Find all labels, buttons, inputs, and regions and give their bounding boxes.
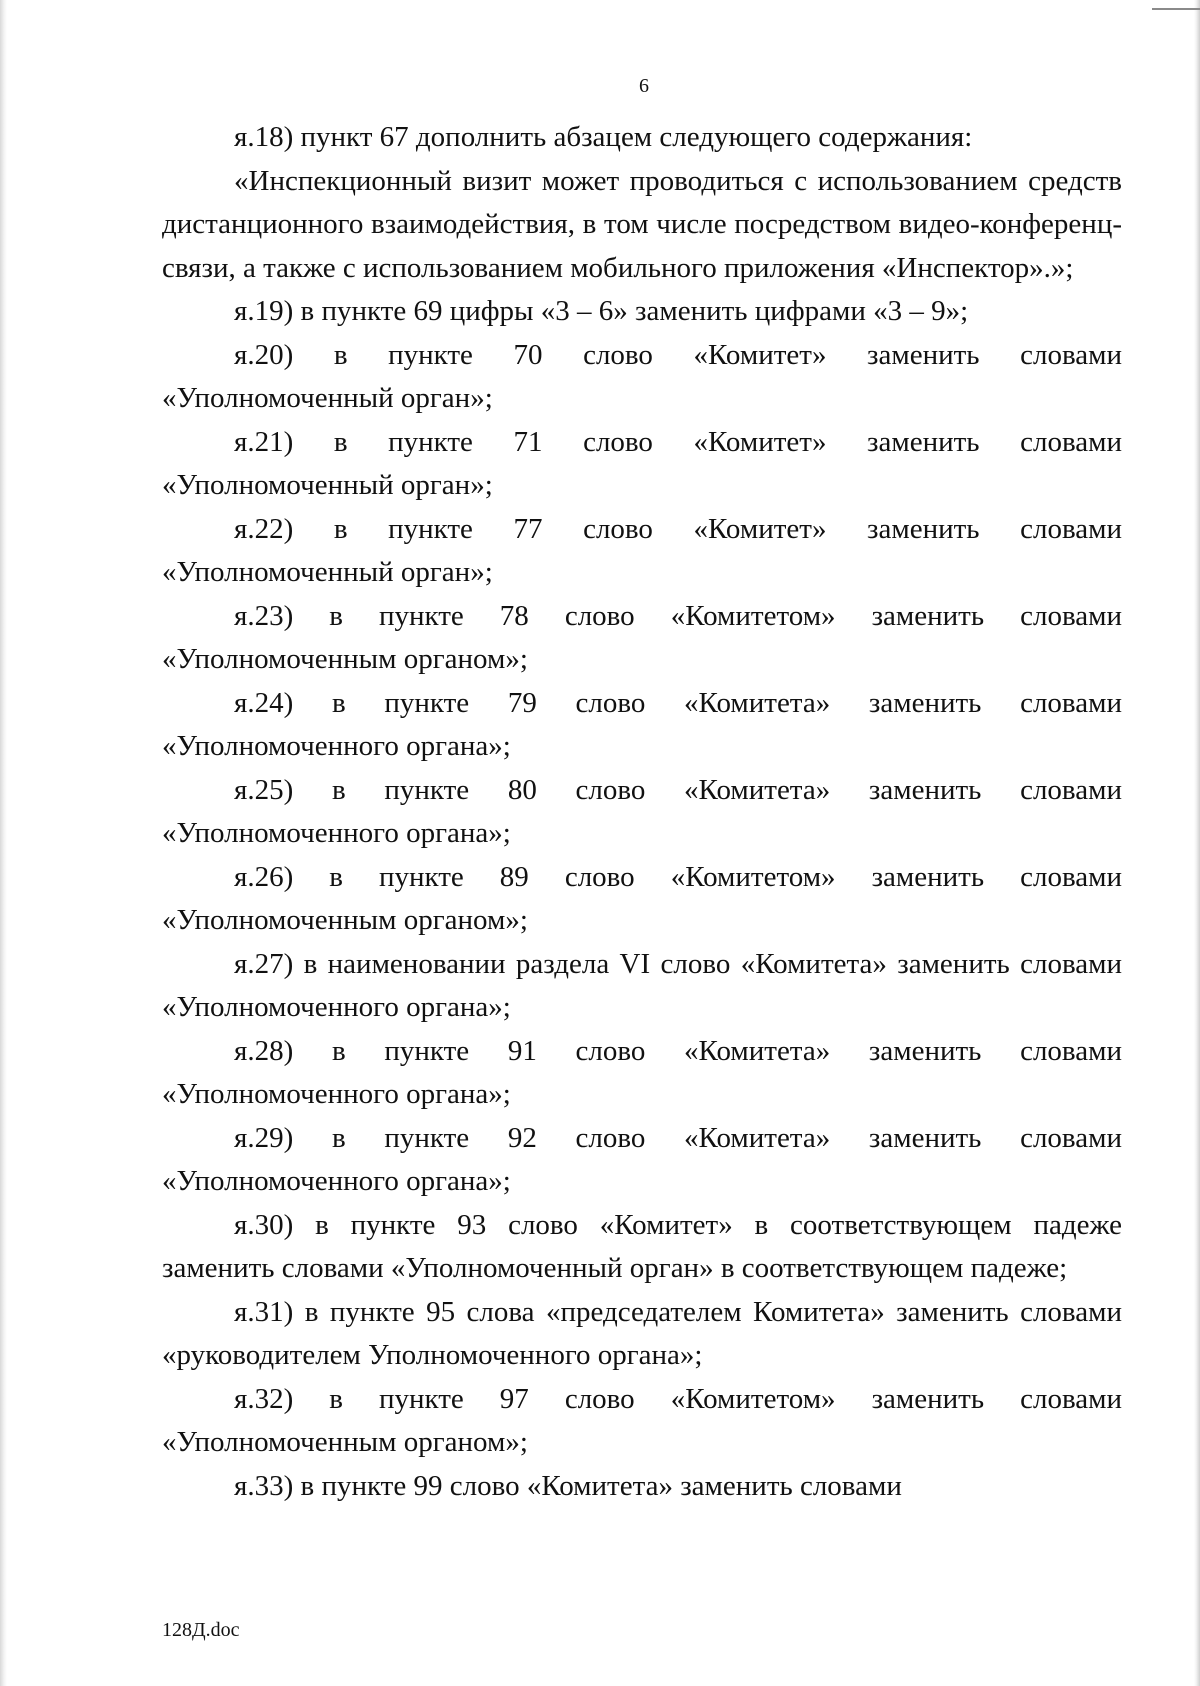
document-body <box>162 116 1122 1508</box>
paragraph-ya32: я.32) в пункте 97 слово «Комитетом» заменить словами «Уполномоченным органом»; <box>162 1382 1122 1458</box>
paragraph-ya27: я.27) в наименовании раздела VI слово «Комитета» заменить словами «Уполномоченного органа»; <box>162 947 1122 1023</box>
scan-edge-right <box>1194 0 1200 1686</box>
page-number: 6 <box>639 75 649 97</box>
paragraph-ya28: я.28) в пункте 91 слово «Комитета» заменить словами «Уполномоченного органа»; <box>162 1034 1122 1110</box>
paragraph-ya33: я.33) в пункте 99 слово «Комитета» заменить словами <box>234 1469 902 1502</box>
paragraph-quoted-inspection-visit: «Инспекционный визит может проводиться с использованием средств дистанционного взаимодействия, в том числе посредством видео-конференц-связи, а также с использованием мобильного приложения «Инспектор».»; <box>162 164 1122 284</box>
paragraph-ya20: я.20) в пункте 70 слово «Комитет» заменить словами «Уполномоченный орган»; <box>162 338 1122 414</box>
paragraph-ya25: я.25) в пункте 80 слово «Комитета» заменить словами «Уполномоченного органа»; <box>162 773 1122 849</box>
paragraph-ya22: я.22) в пункте 77 слово «Комитет» заменить словами «Уполномоченный орган»; <box>162 512 1122 588</box>
paragraph-ya19: я.19) в пункте 69 цифры «3 – 6» заменить цифрами «3 – 9»; <box>234 295 969 327</box>
paragraph-ya29: я.29) в пункте 92 слово «Комитета» заменить словами «Уполномоченного органа»; <box>162 1121 1122 1197</box>
paragraph-ya30: я.30) в пункте 93 слово «Комитет» в соответствующем падеже заменить словами «Уполномоченный орган» в соответствующем падеже; <box>162 1208 1122 1284</box>
footer-filename: 128Д.doc <box>162 1619 240 1641</box>
paragraph-ya18: я.18) пункт 67 дополнить абзацем следующего содержания: <box>234 121 973 153</box>
paragraph-ya24: я.24) в пункте 79 слово «Комитета» заменить словами «Уполномоченного органа»; <box>162 686 1122 762</box>
paragraph-ya23: я.23) в пункте 78 слово «Комитетом» заменить словами «Уполномоченным органом»; <box>162 599 1122 675</box>
paragraph-ya31: я.31) в пункте 95 слова «председателем Комитета» заменить словами «руководителем Уполномоченного органа»; <box>162 1295 1122 1371</box>
scan-corner-mark <box>1152 8 1200 10</box>
scan-edge-left <box>0 0 7 1686</box>
paragraph-ya26: я.26) в пункте 89 слово «Комитетом» заменить словами «Уполномоченным органом»; <box>162 860 1122 936</box>
paragraph-ya21: я.21) в пункте 71 слово «Комитет» заменить словами «Уполномоченный орган»; <box>162 425 1122 501</box>
